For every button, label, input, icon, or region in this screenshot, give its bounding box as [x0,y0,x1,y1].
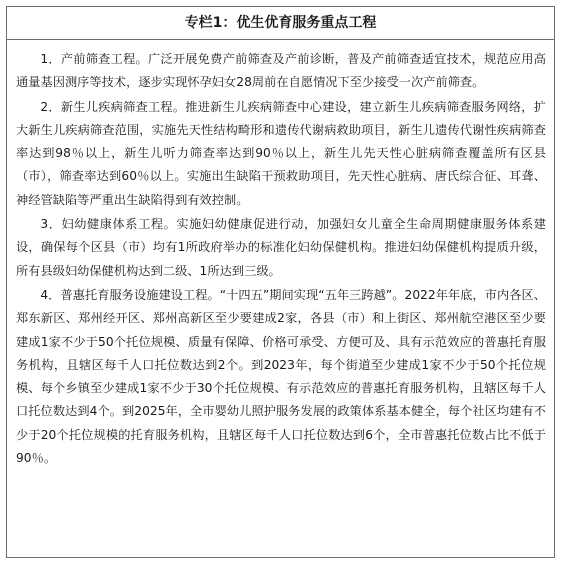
paragraph-prenatal-screening: 1．产前筛查工程。广泛开展免费产前筛查及产前诊断，普及产前筛查适宜技术，规范应用高通量基因测序等技术，逐步实现怀孕妇女28周前在自愿情况下至少接受一次产前筛查。 [16,52,546,90]
column-body [7,40,554,470]
paragraph-childcare-facilities: 4．普惠托育服务设施建设工程。“十四五”期间实现“五年三跨越”。2022年年底，市内各区、郑东新区、郑州经开区、郑州高新区至少要建成2家，各县（市）和上街区、郑州航空港区至少要建成1家不少于50个托位规模、质量有保障、价格可承受、方便可及、具有示范效应的普惠托育服务机构，且辖区每千人口托位数达到2个。到2023年，每个街道至少建成1家不少于50个托位规模、每个乡镇至少建成1家不少于30个托位规模、有示范效应的普惠托育服务机构，且辖区每千人口托位数达到4个。到2025年，全市婴幼儿照护服务发展的政策体系基本健全，每个社区均建有不少于20个托位规模的托育服务机构，且辖区每千人口托位数达到6个，全市普惠托位数占比不低于90％。 [16,287,546,466]
paragraph-newborn-screening: 2．新生儿疾病筛查工程。推进新生儿疾病筛查中心建设，建立新生儿疾病筛查服务网络，扩大新生儿疾病筛查范围，实施先天性结构畸形和遗传代谢病救助项目，新生儿遗传代谢性疾病筛查率达到98％以上，新生儿听力筛查率达到90％以上，新生儿先天性心脏病筛查覆盖所有区县（市），筛查率达到60％以上。实施出生缺陷干预救助项目，先天性心脏病、唐氏综合征、耳聋、神经管缺陷等严重出生缺陷得到有效控制。 [16,99,546,207]
paragraph-maternal-child-health: 3．妇幼健康体系工程。实施妇幼健康促进行动，加强妇女儿童全生命周期健康服务体系建设，确保每个区县（市）均有1所政府举办的标准化妇幼保健机构。推进妇幼保健机构提质升级，所有县级妇幼保健机构达到二级、1所达到三级。 [16,217,546,278]
column-box [6,6,555,558]
column-title: 专栏1：优生优育服务重点工程 [7,7,554,40]
